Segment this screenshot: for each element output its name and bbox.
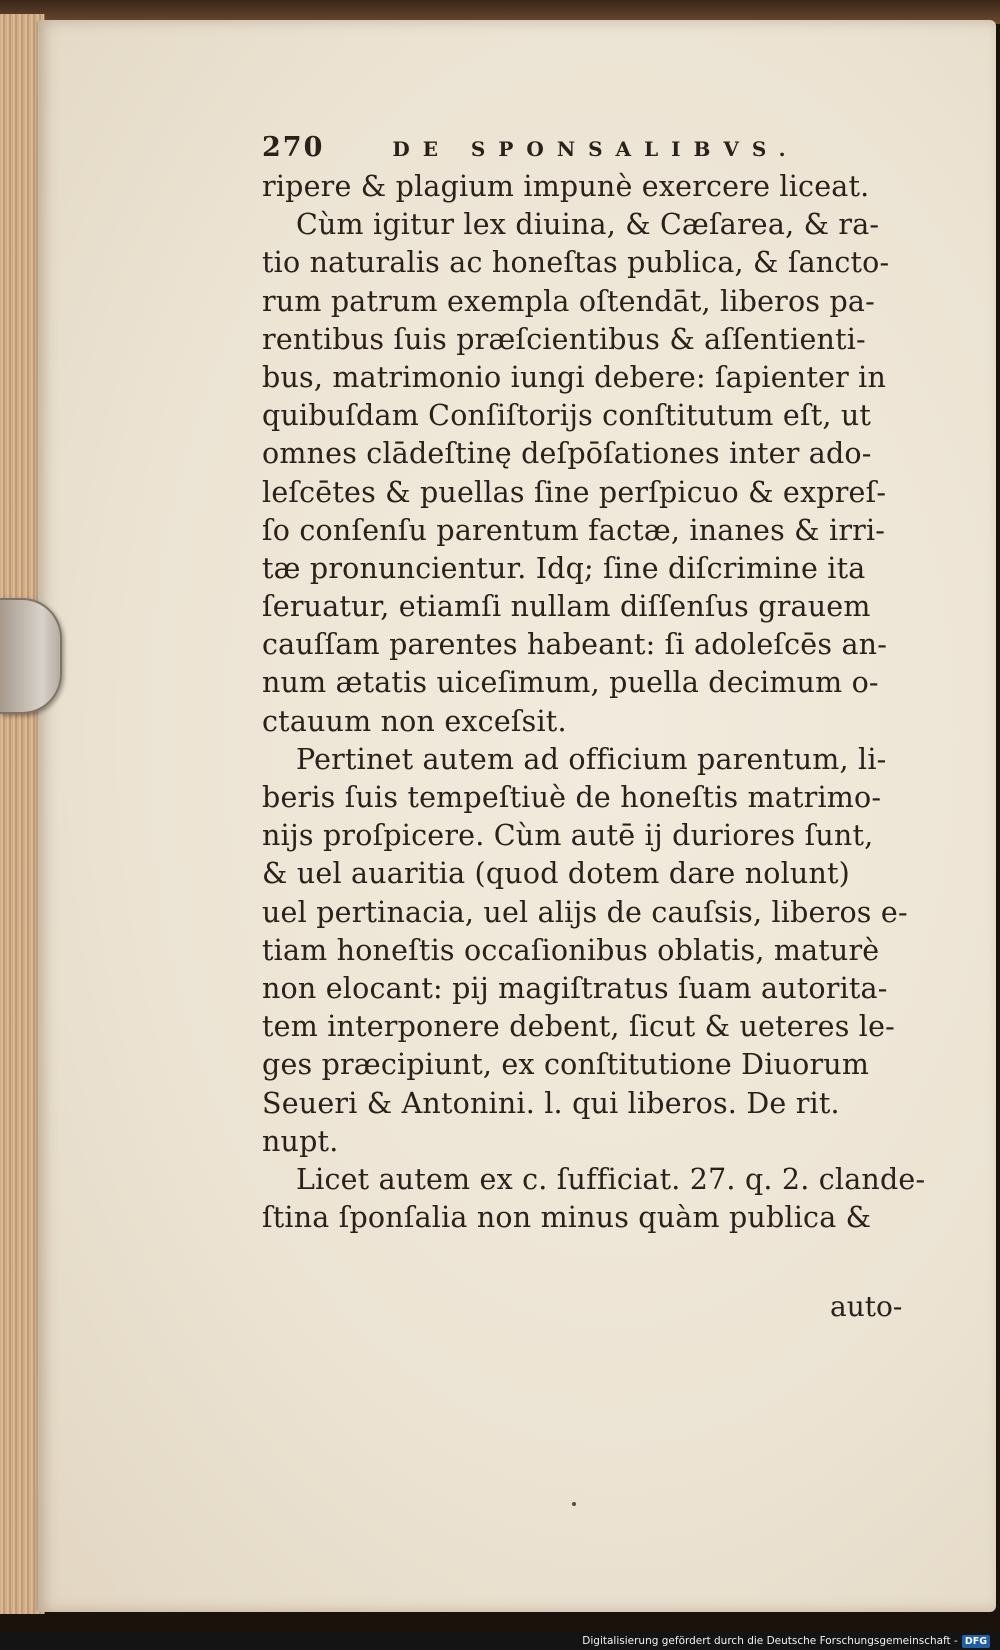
text-line: Cùm igitur lex diuina, & Cæſarea, & ra-	[296, 208, 880, 242]
text-line: ripere & plagium impunè exercere liceat.	[262, 170, 870, 203]
text-line: Seueri & Antonini. l. qui liberos. De rit.	[262, 1086, 840, 1120]
text-line: Licet autem ex c. ſufficiat. 27. q. 2. clande-	[296, 1162, 926, 1196]
text-line: rum patrum exempla oſtendāt, liberos pa-	[262, 284, 875, 318]
page-number: 270	[262, 132, 325, 163]
catchword: auto-	[830, 1290, 903, 1323]
text-line: Pertinet autem ad officium parentum, li-	[296, 742, 887, 776]
body-text	[262, 168, 926, 1237]
ink-speck	[572, 1502, 576, 1506]
text-line: nijs proſpicere. Cùm autē ij duriores ſunt,	[262, 819, 874, 853]
text-line: & uel auaritia (quod dotem dare nolunt)	[262, 857, 851, 891]
text-line: cauſſam parentes habeant: ſi adoleſcēs an-	[262, 628, 888, 662]
text-line: ges præcipiunt, ex conſtitutione Diuorum	[262, 1048, 870, 1082]
text-line: ſo conſenſu parentum factæ, inanes & irri-	[262, 513, 886, 547]
footer-bar	[0, 1633, 1000, 1650]
dfg-logo-icon: DFG	[962, 1635, 990, 1648]
text-line: tio naturalis ac honeſtas publica, & ſancto-	[262, 246, 890, 280]
text-line: beris ſuis tempeſtiuè de honeſtis matrimo-	[262, 781, 882, 814]
text-line: omnes clādeſtinę deſpōſationes inter ado-	[262, 437, 872, 471]
text-line: ctauum non exceſsit.	[262, 704, 567, 738]
text-line: tem interponere debent, ſicut & ueteres le-	[262, 1010, 895, 1044]
text-line: bus, matrimonio iungi debere: ſapienter in	[262, 360, 887, 394]
running-title: DE SPONSALIBVS.	[392, 137, 799, 161]
running-head	[262, 132, 822, 168]
text-line: non elocant: pij magiſtratus ſuam autorita-	[262, 971, 888, 1005]
text-line: ſtina ſponſalia non minus quàm publica &	[262, 1201, 872, 1235]
text-line: tæ pronuncientur. Idq; ſine diſcrimine ita	[262, 551, 866, 585]
text-line: quibuſdam Conſiſtorijs conſtitutum eſt, ut	[262, 399, 872, 433]
text-line: nupt.	[262, 1124, 339, 1158]
credit-text: Digitalisierung gefördert durch die Deutsche Forschungsgemeinschaft -	[582, 1635, 958, 1647]
text-line: num ætatis uiceſimum, puella decimum o-	[262, 666, 879, 700]
digitization-credit	[582, 1633, 990, 1650]
text-line: rentibus ſuis præſcientibus & aſſentienti-	[262, 322, 866, 356]
text-line: leſcētes & puellas ſine perſpicuo & expreſ-	[262, 475, 887, 509]
text-line: tiam honeſtis occaſionibus oblatis, maturè	[262, 933, 880, 967]
book-clasp	[0, 598, 62, 714]
text-line: uel pertinacia, uel alijs de cauſsis, liberos e-	[262, 895, 908, 929]
text-line: ſeruatur, etiamſi nullam diſſenſus grauem	[262, 590, 871, 624]
